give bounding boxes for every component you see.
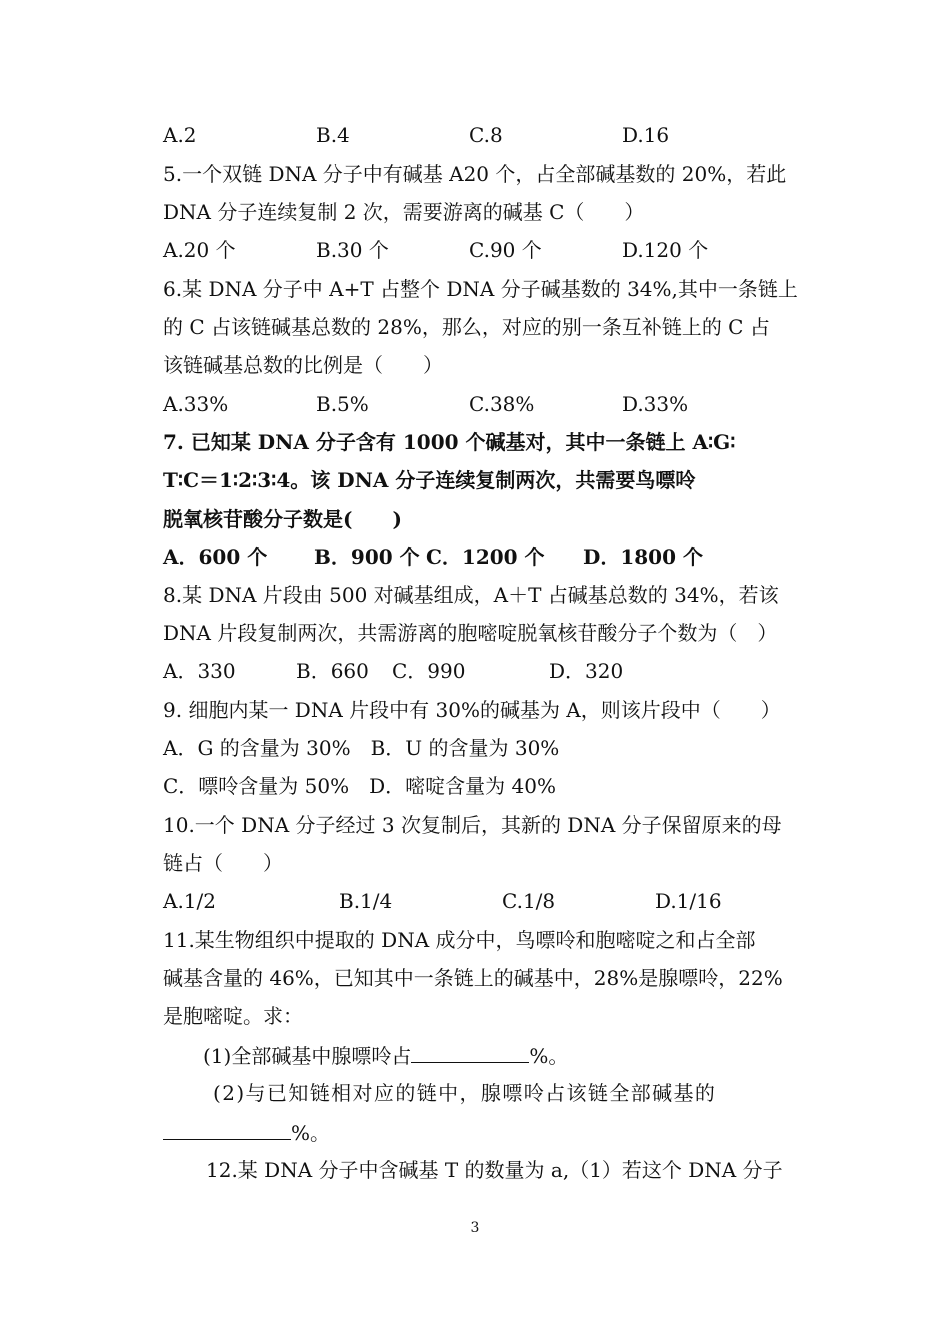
q8-line-2: DNA 片段复制两次，共需游离的胞嘧啶脱氧核苷酸分子个数为（ ） [163, 621, 778, 645]
q10-option-c: C.1/8 [502, 889, 556, 913]
q10-line-1: 10.一个 DNA 分子经过 3 次复制后，其新的 DNA 分子保留原来的母 [163, 813, 782, 837]
q8-option-d: D．320 [549, 659, 624, 683]
q7-option-b: B．900 个 [314, 545, 420, 569]
q12-line-1: 12.某 DNA 分子中含碱基 T 的数量为 a,（1）若这个 DNA 分子 [206, 1158, 783, 1182]
q7-line-2: T∶C＝1∶2∶3∶4。该 DNA 分子连续复制两次，共需要鸟嘌呤 [163, 468, 696, 492]
q6-option-a: A.33% [163, 392, 229, 416]
q5-option-c: C.90 个 [469, 238, 542, 262]
q6-option-c: C.38% [469, 392, 535, 416]
q9-line-3: C．嘌呤含量为 50% D．嘧啶含量为 40% [163, 774, 556, 798]
q6-option-b: B.5% [316, 392, 369, 416]
q11-sub-1-suffix: %。 [529, 1044, 569, 1068]
q6-line-1: 6.某 DNA 分子中 A+T 占整个 DNA 分子碱基数的 34%,其中一条链上 [163, 277, 798, 301]
q11-sub-1-answer-blank[interactable] [411, 1040, 529, 1063]
q8-option-c: C．990 [392, 659, 466, 683]
q5-option-a: A.20 个 [163, 238, 236, 262]
q11-line-1: 11.某生物组织中提取的 DNA 成分中，鸟嘌呤和胞嘧啶之和占全部 [163, 928, 756, 952]
q8-option-b: B．660 [296, 659, 369, 683]
q4-option-a: A.2 [163, 123, 197, 147]
q10-option-d: D.1/16 [655, 889, 722, 913]
q8-option-a: A．330 [163, 659, 236, 683]
q4-option-c: C.8 [469, 123, 503, 147]
q5-option-d: D.120 个 [622, 238, 709, 262]
q9-line-2: A．G 的含量为 30% B．U 的含量为 30% [163, 736, 560, 760]
q4-option-b: B.4 [316, 123, 350, 147]
q5-line-1: 5.一个双链 DNA 分子中有碱基 A20 个，占全部碱基数的 20%，若此 [163, 162, 787, 186]
q11-line-2: 碱基含量的 46%，已知其中一条链上的碱基中，28%是腺嘌呤，22% [163, 966, 783, 990]
q8-line-1: 8.某 DNA 片段由 500 对碱基组成，A＋T 占碱基总数的 34%，若该 [163, 583, 779, 607]
q10-option-a: A.1/2 [163, 889, 216, 913]
q7-line-1: 7. 已知某 DNA 分子含有 1000 个碱基对，其中一条链上 A∶G∶ [163, 430, 736, 454]
q11-sub-2-answer [163, 1117, 330, 1147]
q10-line-2: 链占（ ） [163, 851, 283, 875]
q7-option-d: D．1800 个 [583, 545, 703, 569]
q10-option-b: B.1/4 [339, 889, 393, 913]
q5-line-2: DNA 分子连续复制 2 次，需要游离的碱基 C（ ） [163, 200, 645, 224]
q11-sub-1-prefix: (1)全部碱基中腺嘌呤占 [203, 1044, 412, 1068]
q7-option-c: C．1200 个 [426, 545, 545, 569]
q11-sub-2-suffix: %。 [291, 1121, 331, 1145]
q6-line-2: 的 C 占该链碱基总数的 28%，那么，对应的别一条互补链上的 C 占 [163, 315, 770, 339]
page-number: 3 [470, 1220, 480, 1236]
q11-sub-2-line: (2)与已知链相对应的链中，腺嘌呤占该链全部碱基的 [213, 1081, 717, 1105]
q11-sub-2-answer-blank[interactable] [163, 1117, 291, 1140]
q7-line-3: 脱氧核苷酸分子数是( ) [163, 507, 402, 531]
q5-option-b: B.30 个 [316, 238, 389, 262]
q11-line-3: 是胞嘧啶。求： [163, 1004, 303, 1028]
q7-option-a: A．600 个 [163, 545, 268, 569]
q9-line-1: 9. 细胞内某一 DNA 片段中有 30%的碱基为 A，则该片段中（ ） [163, 698, 781, 722]
q6-line-3: 该链碱基总数的比例是（ ） [163, 353, 443, 377]
q6-option-d: D.33% [622, 392, 689, 416]
q4-option-d: D.16 [622, 123, 670, 147]
q11-sub-1 [203, 1040, 568, 1070]
